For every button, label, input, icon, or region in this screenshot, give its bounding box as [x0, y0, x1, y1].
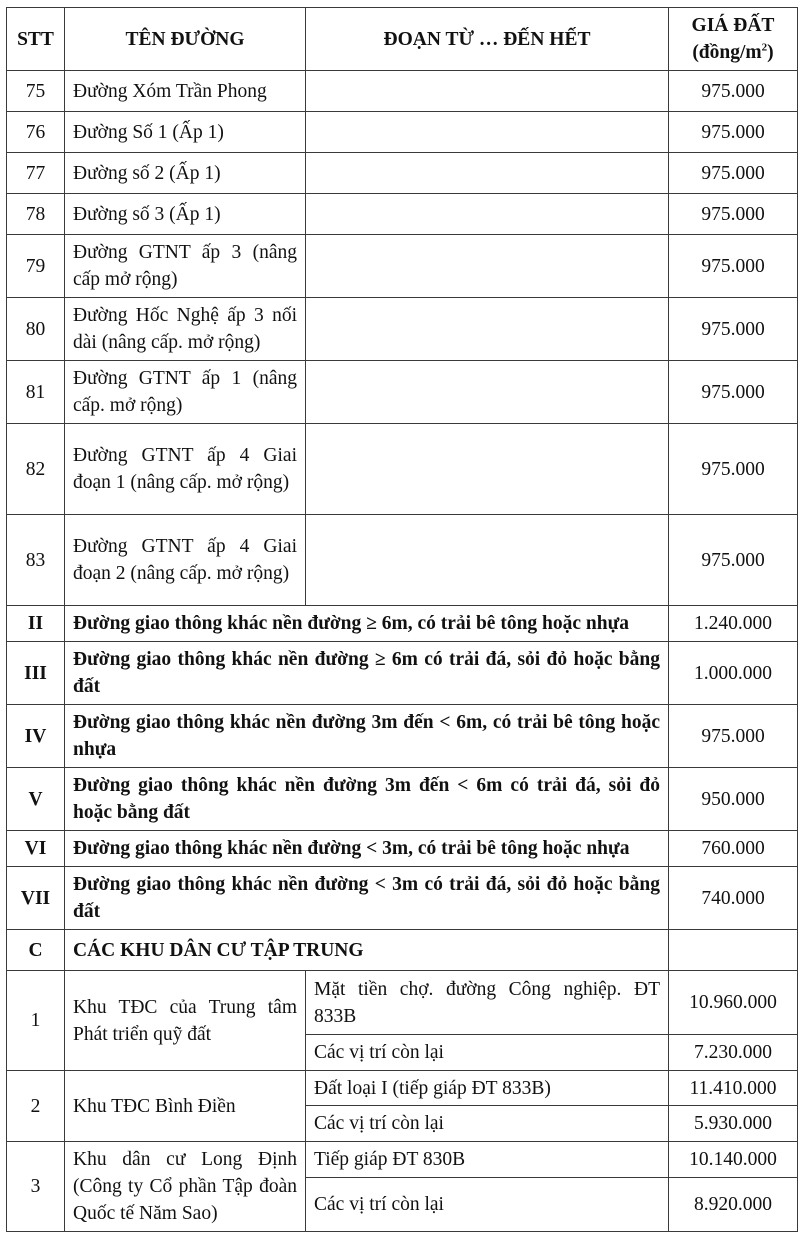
group-stt: VI: [7, 831, 65, 867]
group-name: Đường giao thông khác nền đường ≥ 6m có trải đá, sỏi đỏ hoặc bằng đất: [65, 642, 669, 705]
row-segment: [306, 515, 669, 606]
table-row: [7, 361, 798, 424]
section-c-price: [669, 930, 798, 971]
area-price: 11.410.000: [669, 1071, 798, 1106]
group-stt: V: [7, 768, 65, 831]
group-name: Đường giao thông khác nền đường 3m đến < 6m, có trải bê tông hoặc nhựa: [65, 705, 669, 768]
table-row: [7, 112, 798, 153]
group-row: [7, 606, 798, 642]
area-segment: Đất loại I (tiếp giáp ĐT 833B): [306, 1071, 669, 1106]
row-stt: 82: [7, 424, 65, 515]
area-stt: 2: [7, 1071, 65, 1142]
row-stt: 80: [7, 298, 65, 361]
row-price: 975.000: [669, 298, 798, 361]
row-price: 975.000: [669, 515, 798, 606]
area-row: [7, 1142, 798, 1178]
table-row: [7, 298, 798, 361]
table-row: [7, 235, 798, 298]
group-price: 760.000: [669, 831, 798, 867]
row-street-name: Đường số 3 (Ấp 1): [65, 194, 306, 235]
row-street-name: Đường Hốc Nghệ ấp 3 nối dài (nâng cấp. mở rộng): [65, 298, 306, 361]
row-stt: 83: [7, 515, 65, 606]
row-street-name: Đường GTNT ấp 4 Giai đoạn 1 (nâng cấp. mở rộng): [65, 424, 306, 515]
row-street-name: Đường GTNT ấp 1 (nâng cấp. mở rộng): [65, 361, 306, 424]
section-c-row: [7, 930, 798, 971]
row-segment: [306, 153, 669, 194]
header-price-line1: GIÁ ĐẤT: [691, 15, 775, 36]
row-price: 975.000: [669, 71, 798, 112]
table-row: [7, 515, 798, 606]
area-row: [7, 971, 798, 1035]
row-stt: 78: [7, 194, 65, 235]
group-stt: III: [7, 642, 65, 705]
table-row: [7, 424, 798, 515]
group-name: Đường giao thông khác nền đường ≥ 6m, có trải bê tông hoặc nhựa: [65, 606, 669, 642]
header-price-line2: [677, 39, 789, 66]
row-segment: [306, 71, 669, 112]
section-c-title: CÁC KHU DÂN CƯ TẬP TRUNG: [65, 930, 669, 971]
header-price-unit-close: ): [767, 42, 774, 63]
area-name: Khu TĐC của Trung tâm Phát triển quỹ đất: [65, 971, 306, 1071]
table-row: [7, 153, 798, 194]
row-price: 975.000: [669, 153, 798, 194]
header-price: [669, 8, 798, 71]
row-street-name: Đường số 2 (Ấp 1): [65, 153, 306, 194]
row-segment: [306, 361, 669, 424]
row-segment: [306, 424, 669, 515]
group-price: 950.000: [669, 768, 798, 831]
area-stt: 3: [7, 1142, 65, 1232]
group-price: 740.000: [669, 867, 798, 930]
area-price: 10.960.000: [669, 971, 798, 1035]
area-segment: Mặt tiền chợ. đường Công nghiệp. ĐT 833B: [306, 971, 669, 1035]
row-street-name: Đường GTNT ấp 4 Giai đoạn 2 (nâng cấp. mở rộng): [65, 515, 306, 606]
table-row: [7, 71, 798, 112]
row-price: 975.000: [669, 235, 798, 298]
header-price-unit: (đồng/m: [692, 42, 762, 63]
area-segment: Các vị trí còn lại: [306, 1106, 669, 1142]
table-row: [7, 194, 798, 235]
group-price: 1.000.000: [669, 642, 798, 705]
row-price: 975.000: [669, 194, 798, 235]
area-price: 5.930.000: [669, 1106, 798, 1142]
row-stt: 77: [7, 153, 65, 194]
area-price: 8.920.000: [669, 1178, 798, 1232]
row-street-name: Đường Xóm Trần Phong: [65, 71, 306, 112]
group-name: Đường giao thông khác nền đường < 3m có trải đá, sỏi đỏ hoặc bằng đất: [65, 867, 669, 930]
row-segment: [306, 194, 669, 235]
land-price-table: [6, 7, 798, 1232]
row-segment: [306, 298, 669, 361]
row-price: 975.000: [669, 112, 798, 153]
group-row: [7, 867, 798, 930]
header-segment: ĐOẠN TỪ … ĐẾN HẾT: [306, 8, 669, 71]
row-street-name: Đường Số 1 (Ấp 1): [65, 112, 306, 153]
group-stt: IV: [7, 705, 65, 768]
row-stt: 76: [7, 112, 65, 153]
row-segment: [306, 112, 669, 153]
group-row: [7, 642, 798, 705]
area-price: 7.230.000: [669, 1035, 798, 1071]
group-name: Đường giao thông khác nền đường 3m đến < 6m có trải đá, sỏi đỏ hoặc bằng đất: [65, 768, 669, 831]
row-street-name: Đường GTNT ấp 3 (nâng cấp mở rộng): [65, 235, 306, 298]
row-price: 975.000: [669, 361, 798, 424]
area-name: Khu dân cư Long Định (Công ty Cổ phần Tập đoàn Quốc tế Năm Sao): [65, 1142, 306, 1232]
row-stt: 75: [7, 71, 65, 112]
area-name: Khu TĐC Bình Điền: [65, 1071, 306, 1142]
header-price-unit-sup: 2: [761, 41, 768, 54]
section-c-stt: C: [7, 930, 65, 971]
group-stt: II: [7, 606, 65, 642]
row-stt: 81: [7, 361, 65, 424]
row-price: 975.000: [669, 424, 798, 515]
group-stt: VII: [7, 867, 65, 930]
header-street-name: TÊN ĐƯỜNG: [65, 8, 306, 71]
header-stt: STT: [7, 8, 65, 71]
area-row: [7, 1071, 798, 1106]
group-price: 975.000: [669, 705, 798, 768]
row-segment: [306, 235, 669, 298]
row-stt: 79: [7, 235, 65, 298]
header-row: [7, 8, 798, 71]
area-price: 10.140.000: [669, 1142, 798, 1178]
area-segment: Các vị trí còn lại: [306, 1178, 669, 1232]
group-price: 1.240.000: [669, 606, 798, 642]
group-row: [7, 831, 798, 867]
group-row: [7, 768, 798, 831]
area-segment: Các vị trí còn lại: [306, 1035, 669, 1071]
group-row: [7, 705, 798, 768]
area-segment: Tiếp giáp ĐT 830B: [306, 1142, 669, 1178]
area-stt: 1: [7, 971, 65, 1071]
group-name: Đường giao thông khác nền đường < 3m, có trải bê tông hoặc nhựa: [65, 831, 669, 867]
